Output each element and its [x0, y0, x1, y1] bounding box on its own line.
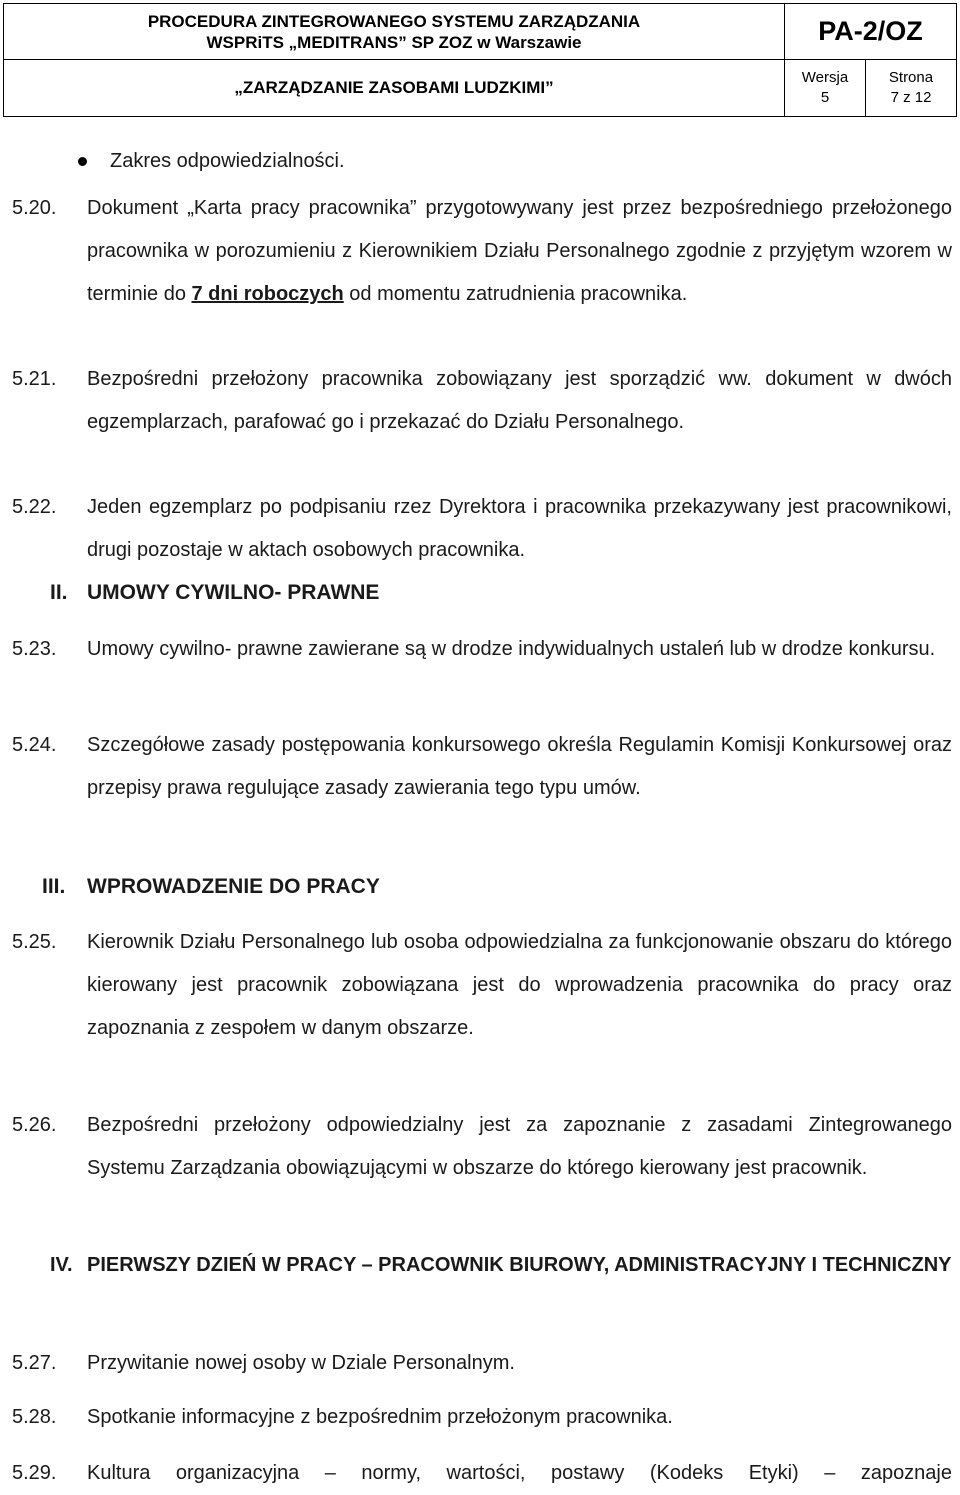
page-label: Strona [888, 69, 934, 86]
item-number: 5.28. [12, 1406, 57, 1428]
section-title: PIERWSZY DZIEŃ W PRACY – PRACOWNIK BIUROWY, ADMINISTRACYJNY I TECHNICZNY [87, 1254, 952, 1276]
bullet-text: Zakres odpowiedzialności. [110, 150, 345, 172]
bullet-icon [78, 157, 87, 166]
procedure-title-line1: PROCEDURA ZINTEGROWANEGO SYSTEMU ZARZĄDZANIA [147, 11, 641, 31]
item-number: 5.27. [12, 1352, 57, 1374]
version-label: Wersja [801, 69, 849, 86]
item-text: Jeden egzemplarz po podpisaniu rzez Dyrektora i pracownika przekazywany jest pracownikowi, drugi pozostaje w aktach osobowych pracownika. [87, 496, 952, 561]
item-text: Przywitanie nowej osoby w Dziale Personalnym. [87, 1352, 515, 1374]
section-number: IV. [50, 1254, 73, 1276]
item-number: 5.26. [12, 1114, 57, 1136]
procedure-title [4, 4, 785, 60]
item-number: 5.23. [12, 638, 57, 660]
item-text: Bezpośredni przełożony odpowiedzialny jest za zapoznanie z zasadami Zintegrowanego Systemu Zarządzania obowiązującymi w obszarze do którego kierowany jest pracownik. [87, 1114, 952, 1179]
document-subtitle: „ZARZĄDZANIE ZASOBAMI LUDZKIMI” [4, 60, 785, 116]
item-text: Kierownik Działu Personalnego lub osoba odpowiedzialna za funkcjonowanie obszaru do którego kierowany jest pracownik zobowiązana jest do wprowadzenia pracownika do pracy oraz zapoznania z zespołem w danym obszarze. [87, 931, 952, 1039]
item-text [87, 187, 952, 316]
page-value: 7 z 12 [890, 89, 932, 106]
item-text-before: Dokument „Karta pracy pracownika” przygotowywany jest przez bezpośredniego przełożonego pracownika w porozumieniu z Kierownikiem Działu Personalnego zgodnie z przyjętym wzorem w terminie do [87, 197, 952, 305]
section-number: III. [42, 875, 66, 898]
item-text: Spotkanie informacyjne z bezpośrednim przełożonym pracownika. [87, 1406, 673, 1428]
version-value: 5 [820, 89, 830, 106]
item-number: 5.24. [12, 734, 57, 756]
section-number: II. [50, 581, 68, 604]
section-title: WPROWADZENIE DO PRACY [87, 875, 380, 898]
version-cell [785, 60, 866, 116]
item-number: 5.20. [12, 197, 57, 219]
item-number: 5.21. [12, 368, 57, 390]
deadline-emphasis: 7 dni roboczych [191, 283, 344, 305]
item-text: Szczegółowe zasady postępowania konkursowego określa Regulamin Komisji Konkursowej oraz przepisy prawa regulujące zasady zawierania tego typu umów. [87, 734, 952, 799]
item-number: 5.25. [12, 931, 57, 953]
item-text: Kultura organizacyjna – normy, wartości, postawy (Kodeks Etyki) – zapoznaje [87, 1462, 952, 1484]
document-code: PA-2/OZ [785, 4, 956, 60]
item-text-after: od momentu zatrudnienia pracownika. [343, 283, 688, 305]
page-cell [866, 60, 956, 116]
section-title: UMOWY CYWILNO- PRAWNE [87, 581, 380, 604]
item-number: 5.22. [12, 496, 57, 518]
item-text: Umowy cywilno- prawne zawierane są w drodze indywidualnych ustaleń lub w drodze konkursu. [87, 638, 936, 660]
document-header [3, 3, 957, 117]
item-number: 5.29. [12, 1462, 57, 1484]
procedure-title-line2: WSPRiTS „MEDITRANS” SP ZOZ w Warszawie [206, 32, 582, 52]
item-text: Bezpośredni przełożony pracownika zobowiązany jest sporządzić ww. dokument w dwóch egzemplarzach, parafować go i przekazać do Działu Personalnego. [87, 368, 952, 433]
